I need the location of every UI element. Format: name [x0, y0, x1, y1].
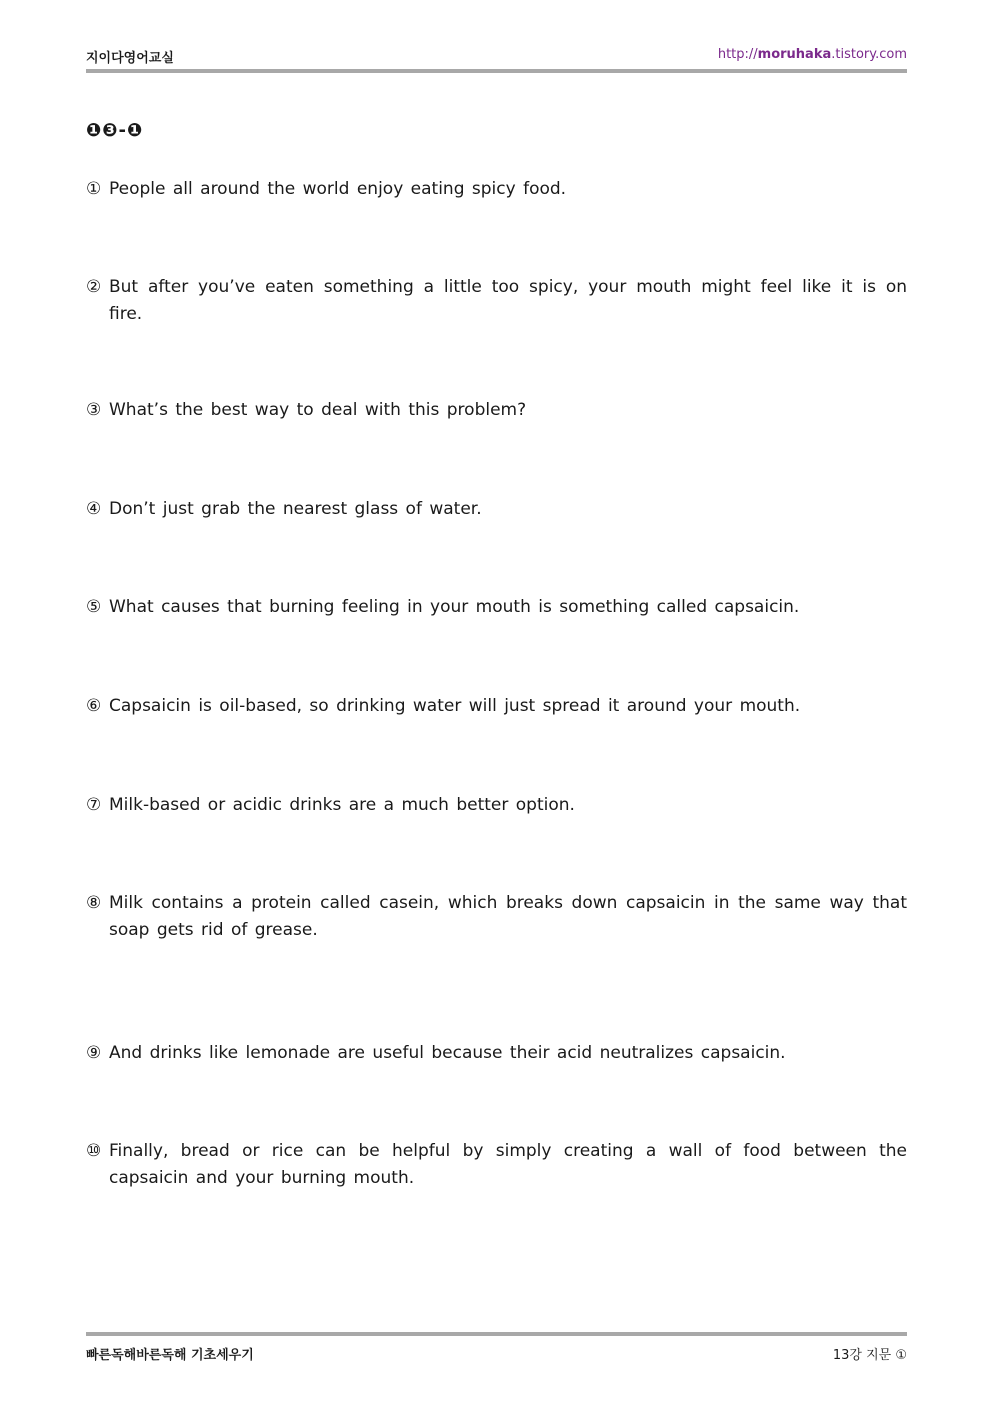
sentence-2: [86, 274, 907, 328]
book-title: 빠른독해바른독해 기초세우기: [86, 1348, 254, 1363]
sentence-6: [86, 693, 907, 720]
sentence-9: [86, 1040, 907, 1067]
sentence-text: And drinks like lemonade are useful because their acid neutralizes capsaicin.: [109, 1043, 786, 1063]
sentence-text: People all around the world enjoy eating spicy food.: [109, 179, 567, 199]
sentence-number: ②: [86, 277, 102, 297]
sentence-text: Capsaicin is oil-based, so drinking water will just spread it around your mouth.: [109, 696, 801, 716]
page-header: [86, 44, 907, 66]
sentence-number: ⑦: [86, 795, 102, 815]
sentence-text: Milk contains a protein called casein, which breaks down capsaicin in the same way that soap gets rid of grease.: [109, 893, 907, 940]
sentence-number: ⑧: [86, 893, 102, 913]
sentence-7: [86, 792, 907, 819]
sentence-text: Milk-based or acidic drinks are a much better option.: [109, 795, 575, 815]
page-footer: [86, 1344, 907, 1364]
url-prefix: http://: [717, 47, 758, 62]
sentence-text: What causes that burning feeling in your mouth is something called capsaicin.: [109, 597, 800, 617]
sentence-text: But after you’ve eaten something a little too spicy, your mouth might feel like it is on fire.: [109, 277, 907, 324]
sentence-1: [86, 176, 907, 203]
sentence-number: ①: [86, 179, 102, 199]
footer-divider: [86, 1332, 907, 1336]
school-name: 지이다영어교실: [86, 51, 174, 66]
lesson-code: ❶❸-❶: [86, 120, 144, 141]
sentence-text: Don’t just grab the nearest glass of water.: [109, 499, 482, 519]
sentence-5: [86, 594, 907, 621]
sentence-10: [86, 1138, 907, 1192]
sentence-text: Finally, bread or rice can be helpful by simply creating a wall of food between the capsaicin and your burning mouth.: [109, 1141, 907, 1188]
page-label: 13강 지문 ①: [832, 1348, 907, 1363]
header-divider: [86, 69, 907, 73]
sentence-number: ⑩: [86, 1141, 102, 1161]
sentence-number: ⑤: [86, 597, 102, 617]
sentence-3: [86, 397, 907, 424]
sentence-text: What’s the best way to deal with this problem?: [109, 400, 527, 420]
url-bold: moruhaka: [757, 47, 832, 62]
sentence-number: ⑥: [86, 696, 102, 716]
sentence-8: [86, 890, 907, 944]
sentence-number: ⑨: [86, 1043, 102, 1063]
sentence-number: ③: [86, 400, 102, 420]
url-suffix: .tistory.com: [831, 47, 907, 62]
blog-url[interactable]: [718, 47, 907, 62]
sentence-4: [86, 496, 907, 523]
sentence-number: ④: [86, 499, 102, 519]
